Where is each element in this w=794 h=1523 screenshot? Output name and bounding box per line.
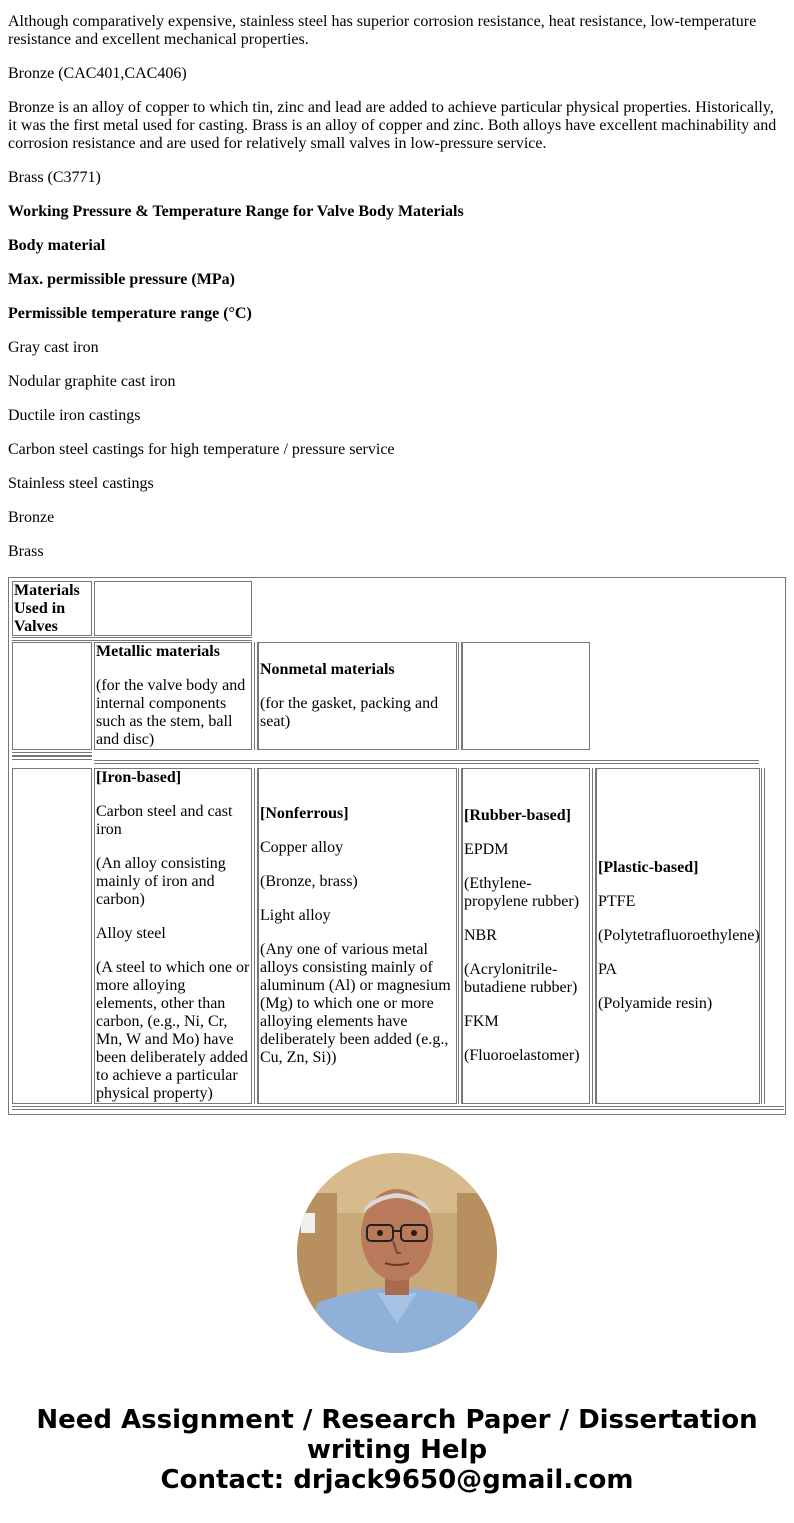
- rubber-based-title: [Rubber-based]: [464, 807, 571, 824]
- nonferrous-line: Light alloy: [260, 907, 331, 924]
- table-header-cell: [12, 581, 92, 636]
- material-item: Nodular graphite cast iron: [8, 373, 176, 390]
- column-divider: [761, 768, 765, 1104]
- nonferrous-cell: [258, 768, 457, 1104]
- brass-heading: Brass (C3771): [8, 169, 101, 186]
- material-item: Stainless steel castings: [8, 475, 154, 492]
- row-divider: [12, 1106, 784, 1110]
- empty-cell: [12, 642, 92, 750]
- row-divider: [12, 637, 252, 641]
- intro-paragraph: Although comparatively expensive, stainless steel has superior corrosion resistance, heat resistance, low-temperature resistance and excellent mechanical properties.: [8, 13, 757, 48]
- metallic-title: Metallic materials: [96, 643, 220, 660]
- nonferrous-line: Copper alloy: [260, 839, 344, 856]
- plastic-based-cell: [596, 768, 760, 1104]
- iron-based-cell: [94, 768, 252, 1104]
- rubber-line: (Acrylonitrile-butadiene rubber): [464, 961, 578, 996]
- iron-based-title: [Iron-based]: [96, 769, 182, 786]
- author-photo: [297, 1153, 497, 1353]
- plastic-based-title: [Plastic-based]: [598, 859, 699, 876]
- empty-header-cell: [94, 581, 252, 636]
- nonferrous-title: [Nonferrous]: [260, 805, 349, 822]
- rubber-line: FKM: [464, 1013, 499, 1030]
- plastic-line: (Polyamide resin): [598, 995, 713, 1012]
- row-divider: [94, 760, 759, 764]
- empty-cell: [12, 768, 92, 1104]
- rubber-line: (Fluoroelastomer): [464, 1047, 580, 1064]
- table-header-text: Materials Used in Valves: [14, 582, 80, 635]
- material-item: Bronze: [8, 509, 55, 526]
- bronze-paragraph: Bronze is an alloy of copper to which tin, zinc and lead are added to achieve particular physical properties. Historically, it was the first metal used for casting. Brass is an alloy of copper and zinc. Both alloys have excellent machinability and corrosion resistance and are used for relatively small valves in low-pressure service.: [8, 99, 777, 152]
- banner-line-1: Need Assignment / Research Paper / Dissertation: [36, 1405, 758, 1435]
- valves-materials-table: [8, 577, 786, 1115]
- iron-line: (An alloy consisting mainly of iron and carbon): [96, 855, 226, 908]
- banner-line-2: writing Help: [306, 1435, 488, 1465]
- nonmetal-title: Nonmetal materials: [260, 661, 395, 678]
- metallic-description: (for the valve body and internal components such as the stem, ball and disc): [96, 677, 246, 748]
- plastic-line: (Polytetrafluoroethylene): [598, 927, 760, 944]
- metallic-cell: [94, 642, 252, 750]
- nonferrous-line: (Any one of various metal alloys consisting mainly of aluminum (Al) or magnesium (Mg) to which one or more alloying elements have deliberately been added (e.g., Cu, Zn, Si)): [260, 941, 451, 1066]
- iron-line: (A steel to which one or more alloying elements, other than carbon, (e.g., Ni, Cr, Mn, W and Mo) have been deliberately added to achieve a particular physical property): [96, 959, 250, 1102]
- row-divider: [12, 756, 92, 760]
- empty-cell: [462, 642, 590, 750]
- banner-contact: Contact: drjack9650@gmail.com: [160, 1465, 634, 1495]
- author-avatar: [297, 1153, 497, 1353]
- material-item: Ductile iron castings: [8, 407, 141, 424]
- nonmetal-description: (for the gasket, packing and seat): [260, 695, 439, 730]
- plastic-line: PA: [598, 961, 617, 978]
- bronze-heading: Bronze (CAC401,CAC406): [8, 65, 187, 82]
- table-title: Working Pressure & Temperature Range for Valve Body Materials: [8, 203, 464, 220]
- material-item: Carbon steel castings for high temperature / pressure service: [8, 441, 395, 458]
- rubber-based-cell: [462, 768, 590, 1104]
- material-item: Gray cast iron: [8, 339, 99, 356]
- column-temperature-range: Permissible temperature range (°C): [8, 305, 252, 322]
- rubber-line: (Ethylene-propylene rubber): [464, 875, 580, 910]
- column-body-material: Body material: [8, 237, 106, 254]
- rubber-line: NBR: [464, 927, 497, 944]
- nonferrous-line: (Bronze, brass): [260, 873, 358, 890]
- nonmetal-cell: [258, 642, 457, 750]
- material-item: Brass: [8, 543, 44, 560]
- column-max-pressure: Max. permissible pressure (MPa): [8, 271, 235, 288]
- plastic-line: PTFE: [598, 893, 636, 910]
- iron-line: Carbon steel and cast iron: [96, 803, 233, 838]
- iron-line: Alloy steel: [96, 925, 166, 942]
- rubber-line: EPDM: [464, 841, 509, 858]
